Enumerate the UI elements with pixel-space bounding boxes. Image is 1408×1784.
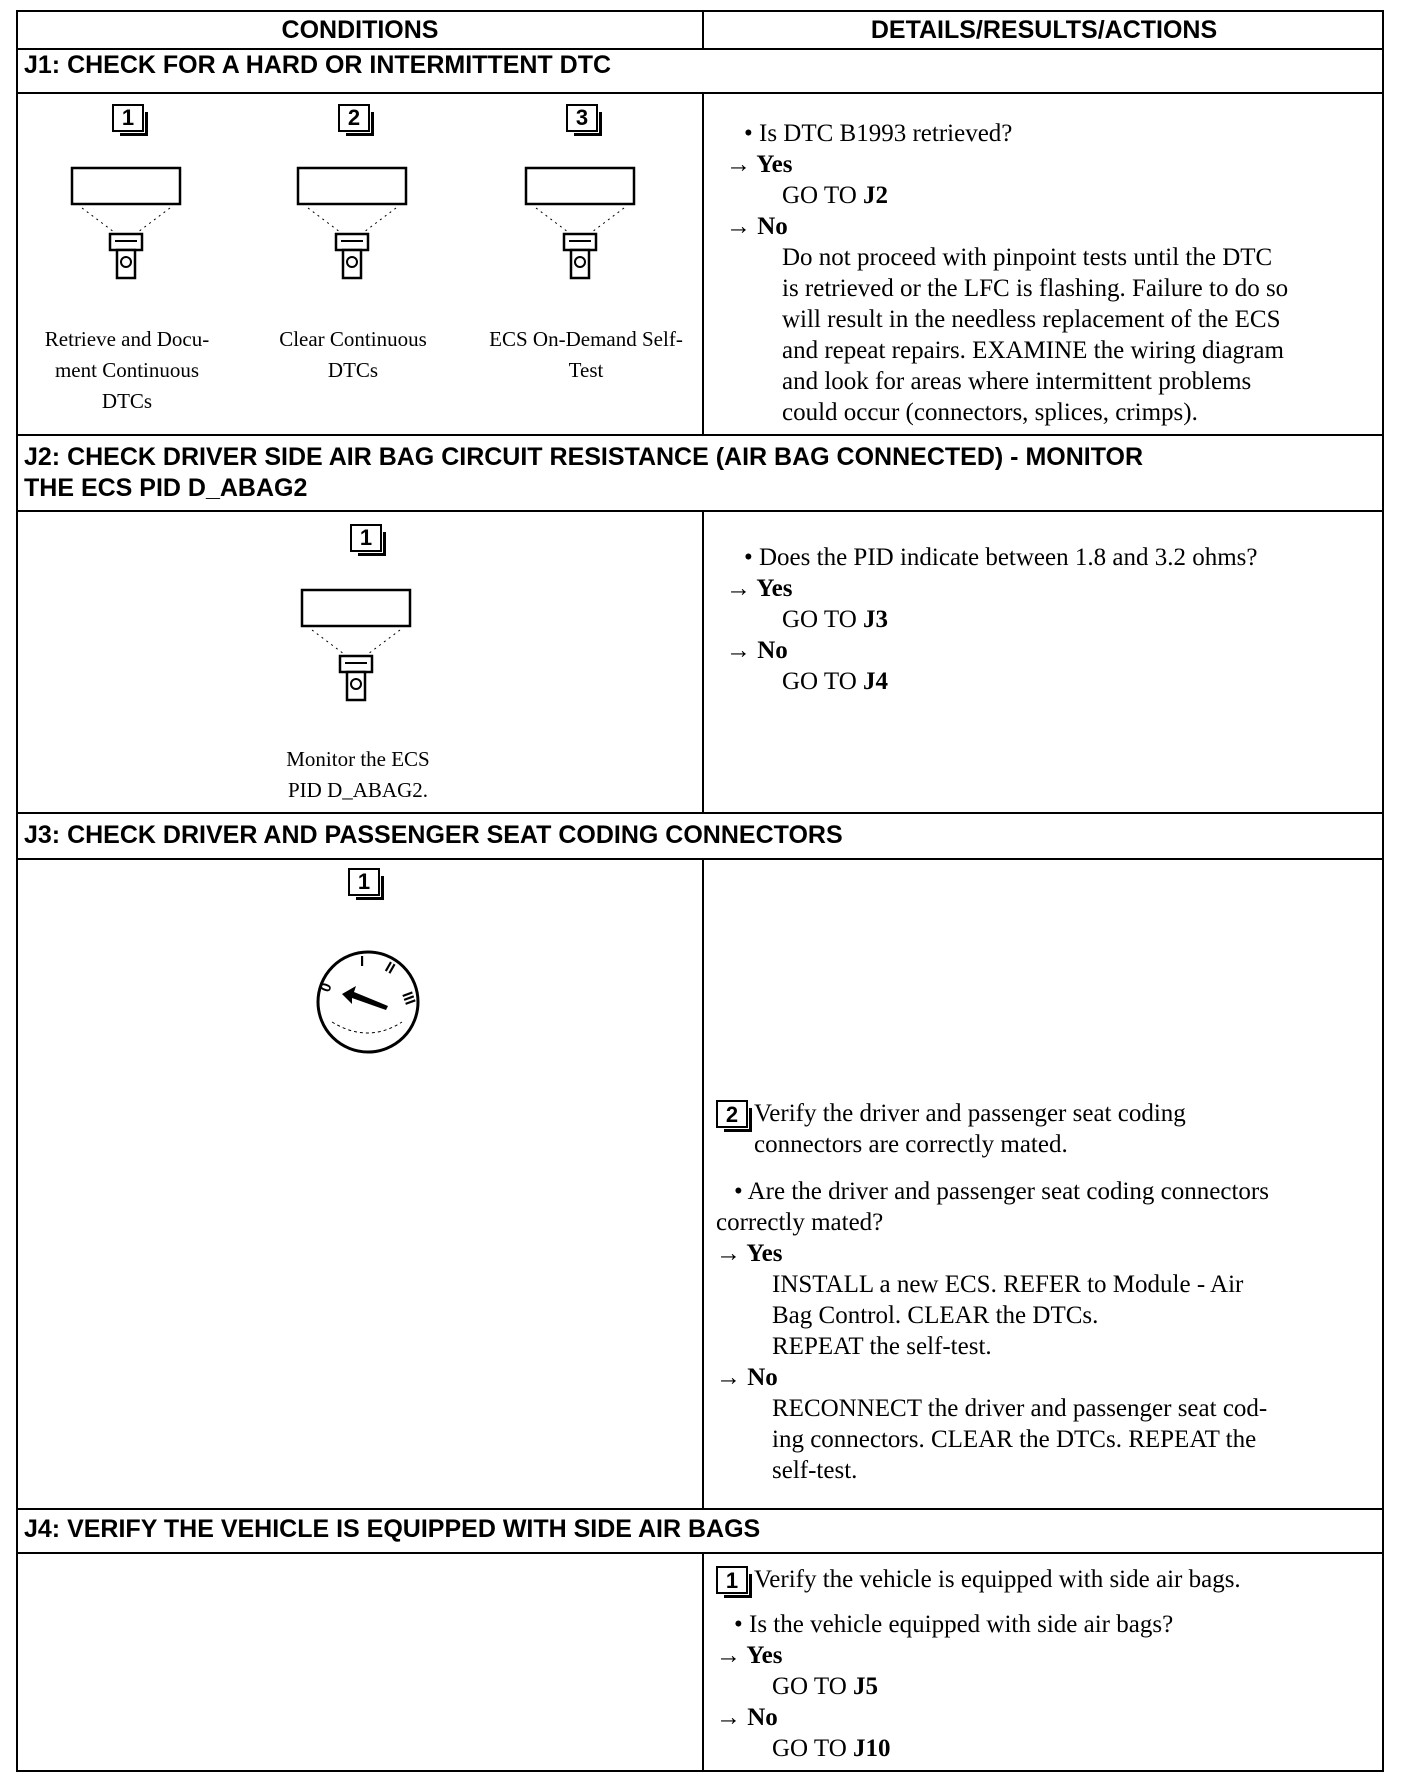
j1-step2-caption [248,324,458,386]
divider [18,92,1382,94]
yes-action [726,180,1376,211]
ignition-switch-icon [302,936,434,1068]
step-text [754,1098,1186,1160]
j2-title [24,442,1362,504]
step-number-badge: 3 [566,104,598,132]
no-action-line: will result in the needless replacement of the ECS [782,306,1281,333]
step-number-badge: 1 [716,1566,748,1594]
scan-tool-icon [70,166,182,280]
caption-line: DTCs [101,389,153,413]
yes-label: → Yes [716,1240,783,1267]
caption-line: Retrieve and Docu- [44,327,210,351]
step-number-badge: 2 [716,1100,748,1128]
yes-action-line: REPEAT the self-test. [772,1333,992,1360]
no-label: → No [726,213,788,240]
ignition-position-3: III [398,989,419,1008]
caption-line: ment Continuous [54,358,200,382]
caption-line: PID D_ABAG2. [287,778,428,802]
no-label: → No [716,1704,778,1731]
no-action-line: ing connectors. CLEAR the DTCs. REPEAT the [772,1426,1257,1453]
scan-tool-icon [524,166,636,280]
question-line: correctly mated? [716,1209,884,1236]
divider [18,510,1382,512]
divider [18,434,1382,436]
question: • Does the PID indicate between 1.8 and 3.2 ohms? [744,544,1258,571]
header-divider [702,12,704,48]
caption-line: DTCs [327,358,379,382]
caption-line: Test [568,358,604,382]
step-number-badge: 1 [350,524,382,552]
step-number-badge: 2 [338,104,370,132]
column-divider [702,510,704,812]
title-line: J2: CHECK DRIVER SIDE AIR BAG CIRCUIT RESISTANCE (AIR BAG CONNECTED) - MONITOR [24,443,1144,471]
step-text-line: Verify the driver and passenger seat coding [754,1100,1186,1127]
question: • Is the vehicle equipped with side air bags? [734,1611,1174,1638]
goto-target: J2 [863,182,889,209]
caption-line: Monitor the ECS [286,747,430,771]
step-number-badge: 1 [348,868,380,896]
step-text: Verify the vehicle is equipped with side air bags. [754,1566,1241,1593]
action-text: GO TO [782,668,857,695]
ignition-position-2: II [382,958,398,978]
no-action [726,666,1376,697]
yes-label: → Yes [716,1642,783,1669]
no-action-line: could occur (connectors, splices, crimps). [782,399,1198,426]
column-divider [702,858,704,1508]
question: • Is DTC B1993 retrieved? [744,120,1013,147]
step-number-badge: 1 [112,104,144,132]
no-action-line: and repeat repairs. EXAMINE the wiring diagram [782,337,1284,364]
goto-target: J3 [863,606,889,633]
table-header [18,12,1382,48]
ignition-position-1: I [360,953,365,970]
j1-step1-caption [22,324,232,417]
no-label: → No [716,1364,778,1391]
action-text: GO TO [772,1673,847,1700]
column-divider [702,1552,704,1772]
no-action [716,1733,1376,1764]
j1-title: J1: CHECK FOR A HARD OR INTERMITTENT DTC [24,51,612,79]
action-text: GO TO [772,1735,847,1762]
yes-action-line: Bag Control. CLEAR the DTCs. [772,1302,1099,1329]
j3-step2 [716,1098,1376,1160]
yes-label: → Yes [726,151,793,178]
divider [18,858,1382,860]
goto-target: J4 [863,668,889,695]
ignition-position-off: 0 [316,980,336,995]
caption-line: ECS On-Demand Self- [489,327,683,351]
divider [18,1508,1382,1510]
yes-action-line: INSTALL a new ECS. REFER to Module - Air [772,1271,1244,1298]
yes-label: → Yes [726,575,793,602]
conditions-header: CONDITIONS [281,15,439,44]
divider [18,812,1382,814]
j4-title: J4: VERIFY THE VEHICLE IS EQUIPPED WITH SIDE AIR BAGS [24,1515,761,1543]
divider [18,1552,1382,1554]
action-text: GO TO [782,606,857,633]
goto-target: J5 [853,1673,879,1700]
title-line: THE ECS PID D_ABAG2 [24,474,308,502]
j3-details [716,1098,1376,1486]
no-label: → No [726,637,788,664]
yes-action [716,1671,1376,1702]
caption-line: Clear Continuous [279,327,427,351]
j2-caption [248,744,468,806]
j3-title: J3: CHECK DRIVER AND PASSENGER SEAT CODING CONNECTORS [24,821,843,849]
j4-details [716,1564,1376,1764]
no-action-line: is retrieved or the LFC is flashing. Failure to do so [782,275,1289,302]
details-header: DETAILS/RESULTS/ACTIONS [870,15,1218,44]
question-line: • Are the driver and passenger seat coding connectors [734,1178,1269,1205]
j2-details [726,542,1376,697]
column-divider [702,92,704,434]
goto-target: J10 [853,1735,891,1762]
no-action-line: self-test. [772,1457,858,1484]
j1-details [726,118,1376,428]
scan-tool-icon [300,588,412,702]
scan-tool-icon [296,166,408,280]
no-action-line: and look for areas where intermittent problems [782,368,1252,395]
yes-action [726,604,1376,635]
pinpoint-test-table [16,10,1384,1772]
no-action-line: RECONNECT the driver and passenger seat cod- [772,1395,1268,1422]
step-text-line: connectors are correctly mated. [754,1131,1068,1158]
action-text: GO TO [782,182,857,209]
j4-step1 [716,1564,1376,1595]
no-action-line: Do not proceed with pinpoint tests until the DTC [782,244,1273,271]
j1-step3-caption [473,324,699,386]
